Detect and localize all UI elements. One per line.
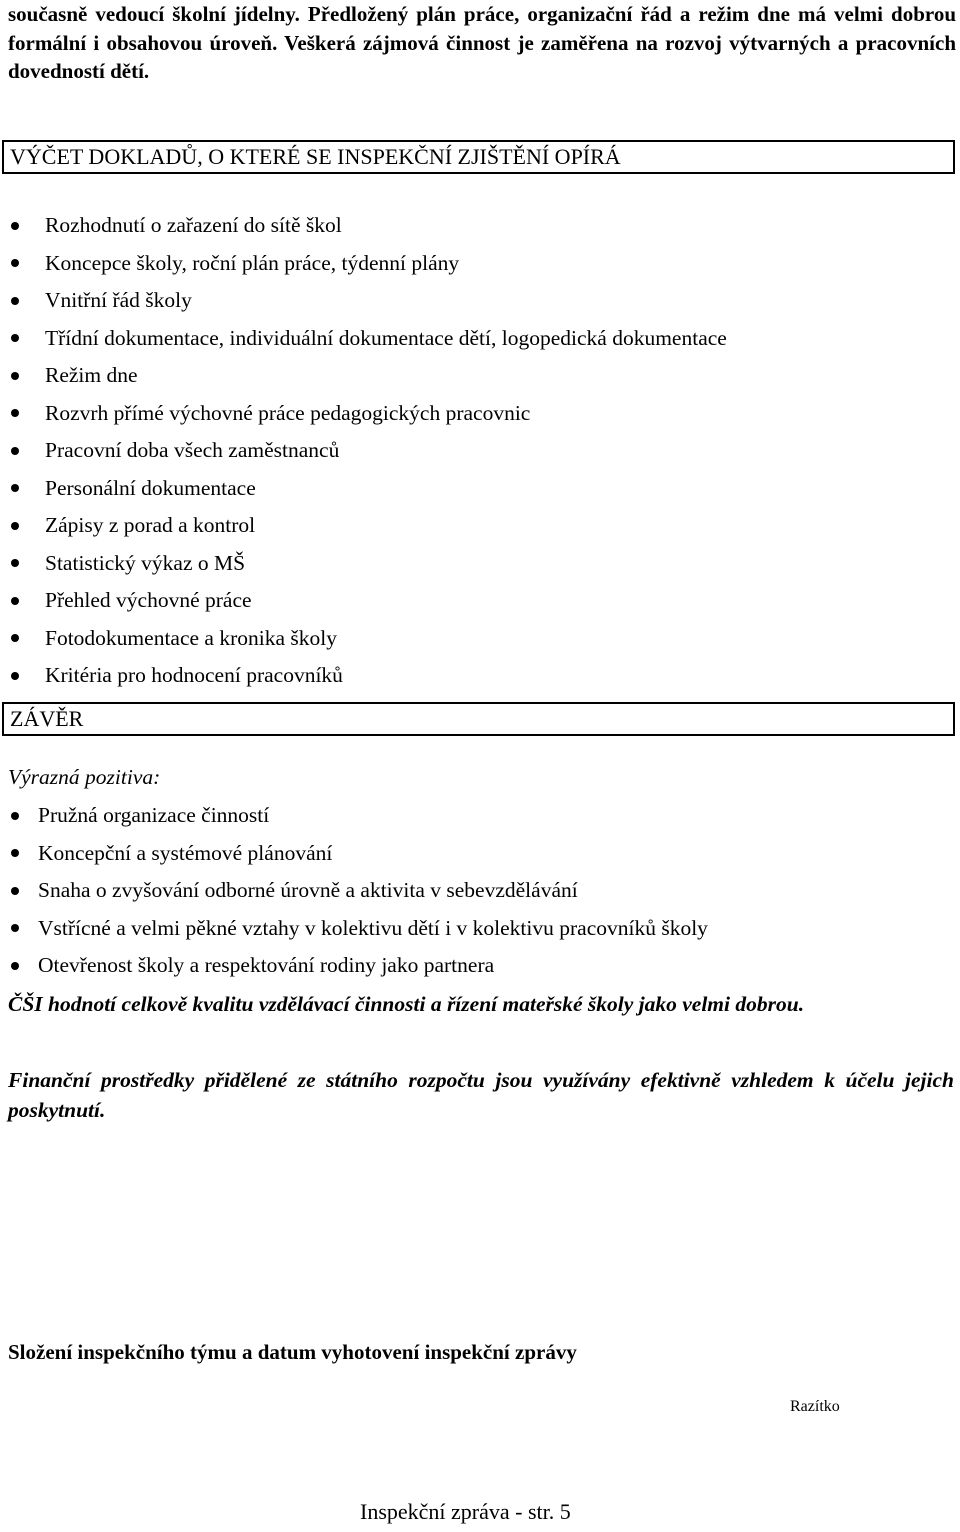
bullet-icon (11, 222, 19, 230)
documents-list (45, 207, 727, 695)
bullet-icon (11, 447, 19, 455)
positives-list (38, 797, 708, 985)
bullet-icon (11, 849, 19, 857)
list-item: Vnitřní řád školy (45, 282, 727, 320)
bullet-icon (11, 559, 19, 567)
list-item: Kritéria pro hodnocení pracovníků (45, 657, 727, 695)
list-item: Vstřícné a velmi pěkné vztahy v kolektivu dětí i v kolektivu pracovníků školy (38, 910, 708, 948)
team-heading: Složení inspekčního týmu a datum vyhotovení inspekční zprávy (8, 1340, 577, 1364)
list-item: Koncepce školy, roční plán práce, týdenní plány (45, 245, 727, 283)
list-item: Fotodokumentace a kronika školy (45, 620, 727, 658)
list-item: Pracovní doba všech zaměstnanců (45, 432, 727, 470)
bullet-icon (11, 634, 19, 642)
list-item: Třídní dokumentace, individuální dokumentace dětí, logopedická dokumentace (45, 320, 727, 358)
list-item: Koncepční a systémové plánování (38, 835, 708, 873)
documents-heading: VÝČET DOKLADŮ, O KTERÉ SE INSPEKČNÍ ZJIŠTĚNÍ OPÍRÁ (2, 140, 955, 174)
list-item: Režim dne (45, 357, 727, 395)
list-item: Přehled výchovné práce (45, 582, 727, 620)
list-item: Zápisy z porad a kontrol (45, 507, 727, 545)
conclusion-heading: ZÁVĚR (2, 702, 955, 736)
page-footer: Inspekční zpráva - str. 5 (360, 1499, 571, 1524)
overall-verdict: ČŠI hodnotí celkově kvalitu vzdělávací činnosti a řízení mateřské školy jako velmi dobrou. (8, 992, 805, 1016)
bullet-icon (11, 887, 19, 895)
bullet-icon (11, 259, 19, 267)
bullet-icon (11, 297, 19, 305)
list-item: Statistický výkaz o MŠ (45, 545, 727, 583)
list-item: Snaha o zvyšování odborné úrovně a aktivita v sebevzdělávání (38, 872, 708, 910)
bullet-icon (11, 522, 19, 530)
bullet-icon (11, 484, 19, 492)
stamp-label: Razítko (790, 1398, 840, 1415)
list-item: Otevřenost školy a respektování rodiny jako partnera (38, 947, 708, 985)
finance-statement: Finanční prostředky přidělené ze státního rozpočtu jsou využívány efektivně vzhledem k účelu jejich poskytnutí. (8, 1068, 954, 1122)
list-item: Rozhodnutí o zařazení do sítě škol (45, 207, 727, 245)
positives-label: Výrazná pozitiva: (8, 765, 161, 789)
list-item: Pružná organizace činností (38, 797, 708, 835)
bullet-icon (11, 334, 19, 342)
bullet-icon (11, 924, 19, 932)
bullet-icon (11, 962, 19, 970)
list-item: Rozvrh přímé výchovné práce pedagogických pracovnic (45, 395, 727, 433)
bullet-icon (11, 597, 19, 605)
list-item: Personální dokumentace (45, 470, 727, 508)
bullet-icon (11, 372, 19, 380)
bullet-icon (11, 672, 19, 680)
bullet-icon (11, 409, 19, 417)
intro-paragraph: současně vedoucí školní jídelny. Předložený plán práce, organizační řád a režim dne má velmi dobrou formální i obsahovou úroveň. Veškerá zájmová činnost je zaměřena na rozvoj výtvarných a pracovních dovedností dětí. (8, 2, 956, 83)
bullet-icon (11, 812, 19, 820)
